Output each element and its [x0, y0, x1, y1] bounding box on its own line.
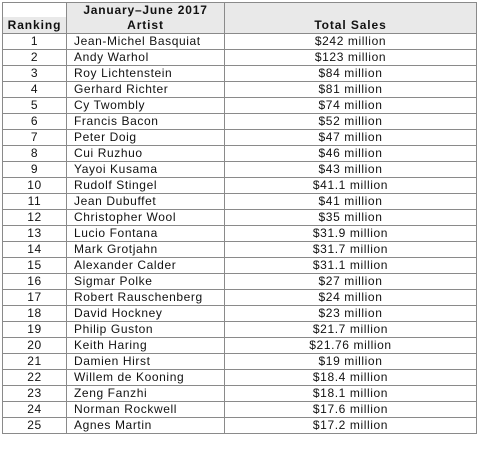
ranking-cell: 2: [3, 50, 67, 66]
table-row: [3, 146, 477, 162]
table-row: [3, 178, 477, 194]
total-sales-cell: $46 million: [225, 146, 477, 162]
table-row: [3, 226, 477, 242]
table-row: [3, 370, 477, 386]
artist-cell: Jean-Michel Basquiat: [67, 34, 225, 50]
artist-cell: Gerhard Richter: [67, 82, 225, 98]
total-sales-cell: $24 million: [225, 290, 477, 306]
total-sales-cell: $17.6 million: [225, 402, 477, 418]
table-row: [3, 290, 477, 306]
artist-cell: Robert Rauschenberg: [67, 290, 225, 306]
ranking-cell: 21: [3, 354, 67, 370]
ranking-cell: 23: [3, 386, 67, 402]
artist-cell: Jean Dubuffet: [67, 194, 225, 210]
table-row: [3, 194, 477, 210]
artist-cell: Roy Lichtenstein: [67, 66, 225, 82]
sales-table-sheet: [2, 2, 476, 452]
table-body: [3, 34, 477, 434]
table-row: [3, 98, 477, 114]
artist-cell: Lucio Fontana: [67, 226, 225, 242]
total-sales-cell: $21.7 million: [225, 322, 477, 338]
artist-cell: Keith Haring: [67, 338, 225, 354]
artist-cell: Willem de Kooning: [67, 370, 225, 386]
ranking-cell: 25: [3, 418, 67, 434]
period-title: January–June 2017: [67, 3, 225, 18]
artist-cell: Damien Hirst: [67, 354, 225, 370]
table-row: [3, 402, 477, 418]
total-sales-cell: $21.76 million: [225, 338, 477, 354]
total-sales-cell: $19 million: [225, 354, 477, 370]
artist-cell: Norman Rockwell: [67, 402, 225, 418]
artist-cell: Rudolf Stingel: [67, 178, 225, 194]
artist-cell: Mark Grotjahn: [67, 242, 225, 258]
table-row: [3, 354, 477, 370]
table-row: [3, 130, 477, 146]
table-row: [3, 322, 477, 338]
total-sales-cell: $47 million: [225, 130, 477, 146]
artist-cell: Sigmar Polke: [67, 274, 225, 290]
ranking-cell: 8: [3, 146, 67, 162]
ranking-column-header: Ranking: [3, 17, 67, 34]
artist-cell: Philip Guston: [67, 322, 225, 338]
ranking-cell: 3: [3, 66, 67, 82]
title-row-blank-cell: [3, 3, 67, 18]
total-sales-cell: $41.1 million: [225, 178, 477, 194]
ranking-cell: 17: [3, 290, 67, 306]
ranking-cell: 6: [3, 114, 67, 130]
ranking-cell: 19: [3, 322, 67, 338]
table-row: [3, 386, 477, 402]
artist-cell: Francis Bacon: [67, 114, 225, 130]
artist-cell: Cy Twombly: [67, 98, 225, 114]
artist-cell: Agnes Martin: [67, 418, 225, 434]
total-sales-cell: $52 million: [225, 114, 477, 130]
ranking-cell: 12: [3, 210, 67, 226]
period-title-row: [3, 3, 477, 18]
artist-column-header: Artist: [67, 17, 225, 34]
table-row: [3, 114, 477, 130]
total-sales-cell: $35 million: [225, 210, 477, 226]
artist-cell: Zeng Fanzhi: [67, 386, 225, 402]
total-sales-cell: $18.1 million: [225, 386, 477, 402]
artist-cell: Alexander Calder: [67, 258, 225, 274]
total-sales-cell: $17.2 million: [225, 418, 477, 434]
ranking-cell: 7: [3, 130, 67, 146]
ranking-cell: 10: [3, 178, 67, 194]
ranking-cell: 4: [3, 82, 67, 98]
total-sales-cell: $23 million: [225, 306, 477, 322]
table-row: [3, 50, 477, 66]
total-sales-cell: $41 million: [225, 194, 477, 210]
table-row: [3, 210, 477, 226]
table-row: [3, 66, 477, 82]
total-sales-cell: $123 million: [225, 50, 477, 66]
table-row: [3, 306, 477, 322]
ranking-cell: 5: [3, 98, 67, 114]
ranking-cell: 24: [3, 402, 67, 418]
table-row: [3, 242, 477, 258]
title-row-empty-cell: [225, 3, 477, 18]
table-row: [3, 274, 477, 290]
table-row: [3, 34, 477, 50]
artist-sales-table: [2, 2, 477, 434]
artist-cell: Andy Warhol: [67, 50, 225, 66]
column-header-row: [3, 17, 477, 34]
total-sales-cell: $31.7 million: [225, 242, 477, 258]
ranking-cell: 16: [3, 274, 67, 290]
total-sales-cell: $43 million: [225, 162, 477, 178]
total-sales-cell: $18.4 million: [225, 370, 477, 386]
ranking-cell: 14: [3, 242, 67, 258]
total-sales-column-header: Total Sales: [225, 17, 477, 34]
total-sales-cell: $84 million: [225, 66, 477, 82]
ranking-cell: 13: [3, 226, 67, 242]
table-row: [3, 162, 477, 178]
total-sales-cell: $31.1 million: [225, 258, 477, 274]
artist-cell: Cui Ruzhuo: [67, 146, 225, 162]
artist-cell: Yayoi Kusama: [67, 162, 225, 178]
ranking-cell: 15: [3, 258, 67, 274]
ranking-cell: 18: [3, 306, 67, 322]
total-sales-cell: $31.9 million: [225, 226, 477, 242]
artist-cell: Christopher Wool: [67, 210, 225, 226]
ranking-cell: 1: [3, 34, 67, 50]
total-sales-cell: $242 million: [225, 34, 477, 50]
artist-cell: David Hockney: [67, 306, 225, 322]
table-row: [3, 82, 477, 98]
artist-cell: Peter Doig: [67, 130, 225, 146]
ranking-cell: 11: [3, 194, 67, 210]
total-sales-cell: $27 million: [225, 274, 477, 290]
ranking-cell: 22: [3, 370, 67, 386]
ranking-cell: 9: [3, 162, 67, 178]
table-row: [3, 418, 477, 434]
total-sales-cell: $81 million: [225, 82, 477, 98]
table-row: [3, 258, 477, 274]
ranking-cell: 20: [3, 338, 67, 354]
table-row: [3, 338, 477, 354]
total-sales-cell: $74 million: [225, 98, 477, 114]
